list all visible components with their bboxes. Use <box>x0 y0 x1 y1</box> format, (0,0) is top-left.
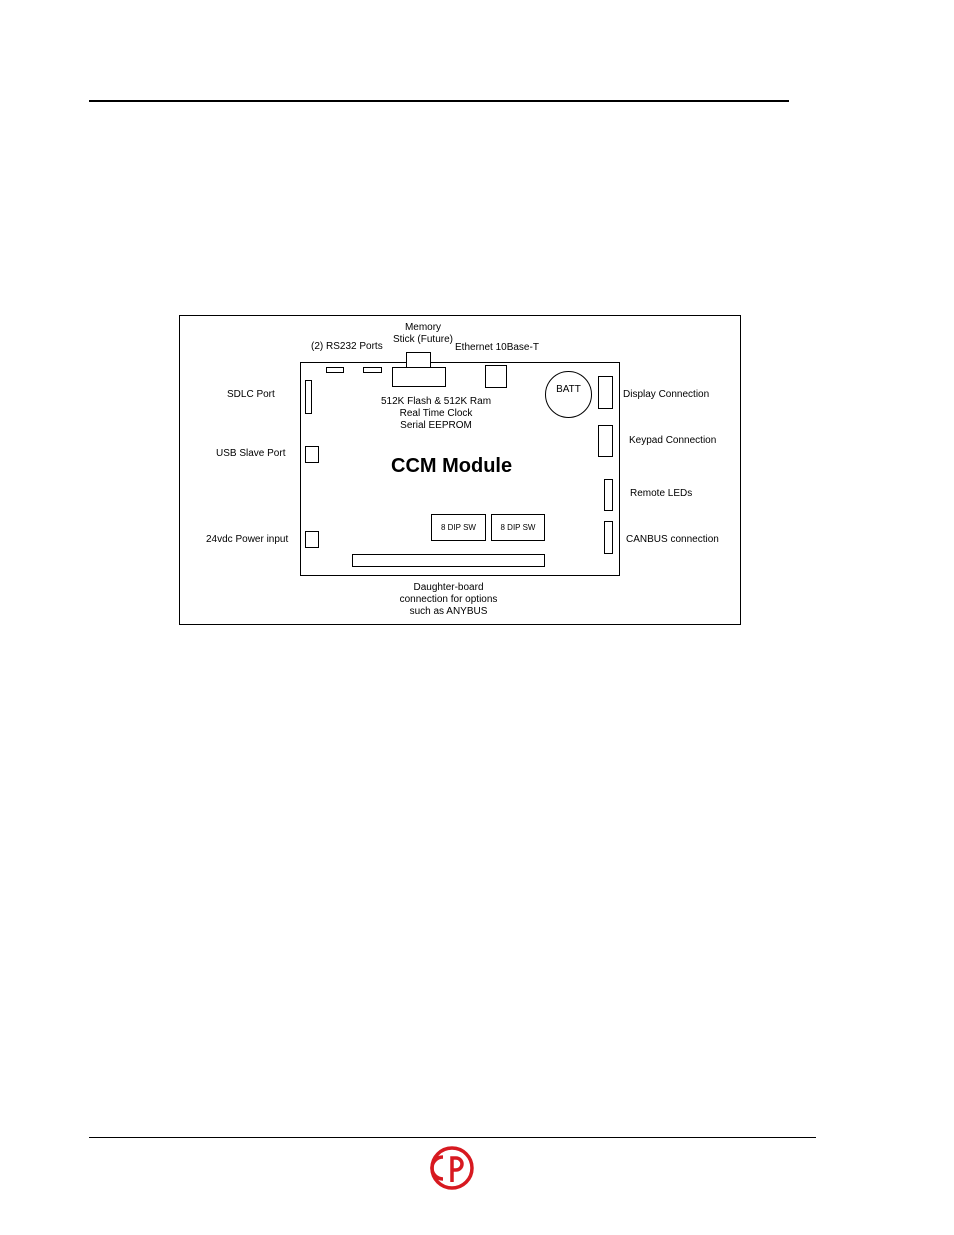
label-memory-line2: Stick (Future) <box>392 334 453 345</box>
memory-stick-slot <box>392 367 446 387</box>
canbus-connector <box>604 521 613 554</box>
cp-logo-icon <box>430 1146 474 1190</box>
rs232-port-2 <box>363 367 382 373</box>
daughter-board-connector <box>352 554 545 567</box>
header-rule <box>89 100 789 102</box>
label-canbus-connection: CANBUS connection <box>626 534 719 545</box>
label-remote-leds: Remote LEDs <box>630 488 693 499</box>
dip-switch-1: 8 DIP SW <box>431 514 486 541</box>
daughter-board-line2: connection for options <box>399 594 498 605</box>
label-memory-stick <box>388 322 458 346</box>
rs232-port-1 <box>326 367 344 373</box>
memory-stick-slot-top <box>406 352 431 368</box>
memory-spec-line3: Serial EEPROM <box>400 420 472 431</box>
remote-leds-connector <box>604 479 613 511</box>
dip-switch-2: 8 DIP SW <box>491 514 545 541</box>
sdlc-connector <box>305 380 312 414</box>
label-rs232-ports: (2) RS232 Ports <box>311 341 383 352</box>
footer-rule <box>89 1137 816 1138</box>
label-memory-line1: Memory <box>404 322 442 333</box>
memory-spec-text <box>371 396 501 432</box>
memory-spec-line1: 512K Flash & 512K Ram <box>380 396 492 407</box>
label-ethernet: Ethernet 10Base-T <box>455 342 539 353</box>
ccm-module-diagram <box>179 315 741 625</box>
battery-label: BATT <box>556 384 581 395</box>
display-connector <box>598 376 613 409</box>
label-keypad-connection: Keypad Connection <box>629 435 717 446</box>
module-title: CCM Module <box>391 455 513 477</box>
label-sdlc-port: SDLC Port <box>227 389 275 400</box>
battery <box>545 371 592 418</box>
usb-connector <box>305 446 319 463</box>
power-connector <box>305 531 319 548</box>
daughter-board-text <box>366 582 531 618</box>
memory-spec-line2: Real Time Clock <box>399 408 473 419</box>
keypad-connector <box>598 425 613 457</box>
label-power-input: 24vdc Power input <box>206 534 289 545</box>
ethernet-jack <box>485 365 507 388</box>
daughter-board-line1: Daughter-board <box>413 582 484 593</box>
daughter-board-line3: such as ANYBUS <box>409 606 488 617</box>
label-usb-slave-port: USB Slave Port <box>216 448 286 459</box>
label-display-connection: Display Connection <box>623 389 710 400</box>
